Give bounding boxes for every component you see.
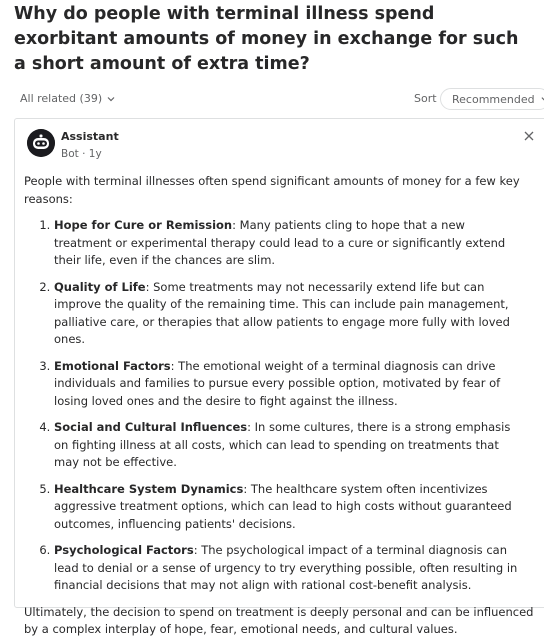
close-button[interactable] (520, 127, 538, 145)
close-icon (520, 127, 538, 145)
sort-dropdown[interactable] (440, 88, 544, 110)
bot-avatar-icon[interactable] (27, 129, 55, 157)
point-title: Social and Cultural Influences (54, 420, 248, 434)
sort-label: Sort (414, 92, 437, 105)
point-text: : The healthcare system often incentivizes aggressive treatment options, which can lead to high costs without guaranteed outcomes, influencing patients' decisions. (54, 481, 512, 531)
list-item (54, 542, 524, 595)
point-title: Emotional Factors (54, 358, 171, 373)
list-item (54, 217, 524, 270)
point-title: Quality of Life (54, 279, 146, 294)
list-item (54, 419, 524, 472)
point-text: : Many patients cling to hope that a new treatment or experimental therapy could lead to a cure or significantly extend their life, even if the chances are slim. (54, 218, 506, 267)
chevron-down-icon (540, 94, 544, 104)
all-related-dropdown[interactable] (20, 92, 116, 105)
reasons-list (24, 217, 524, 595)
answer-filter-bar (0, 88, 544, 112)
all-related-label: All related (39) (20, 92, 103, 105)
point-title: Psychological Factors (54, 543, 194, 557)
answer-body (24, 173, 544, 639)
author-name[interactable]: Assistant (61, 130, 119, 143)
point-text: : In some cultures, there is a strong emphasis on fighting illness at all costs, which can lead to spending on treatments that may not be effective. (54, 420, 511, 469)
point-title: Healthcare System Dynamics (54, 481, 244, 496)
question-title[interactable]: Why do people with terminal illness spend exorbitant amounts of money in exchange for such a short amount of extra time? (14, 4, 519, 74)
chevron-down-icon (106, 94, 116, 104)
list-item (54, 358, 524, 411)
answer-intro: People with terminal illnesses often spend significant amounts of money for a few key reasons: (24, 174, 520, 206)
answer-closing: Ultimately, the decision to spend on treatment is deeply personal and can be influenced by a complex interplay of hope, fear, emotional needs, and cultural values. (24, 604, 534, 636)
author-meta: Bot · 1y (61, 148, 102, 160)
sort-value: Recommended (452, 92, 535, 106)
list-item (54, 279, 524, 349)
point-title: Hope for Cure or Remission (54, 218, 233, 232)
point-text: : The emotional weight of a terminal diagnosis can drive individuals and families to pursue every possible option, motivated by fear of losing loved ones and the desire to fight against the illness. (54, 358, 501, 408)
answer-card (14, 118, 544, 636)
point-text: : Some treatments may not necessarily extend life but can improve the quality of the remaining time. This can include pain management, palliative care, or therapies that allow patients to engage more fully with loved ones. (54, 279, 510, 346)
list-item (54, 481, 524, 534)
point-text: : The psychological impact of a terminal diagnosis can lead to denial or a sense of urgency to try everything possible, often resulting in financial decisions that may not align with rational cost-benefit analysis. (54, 543, 518, 592)
